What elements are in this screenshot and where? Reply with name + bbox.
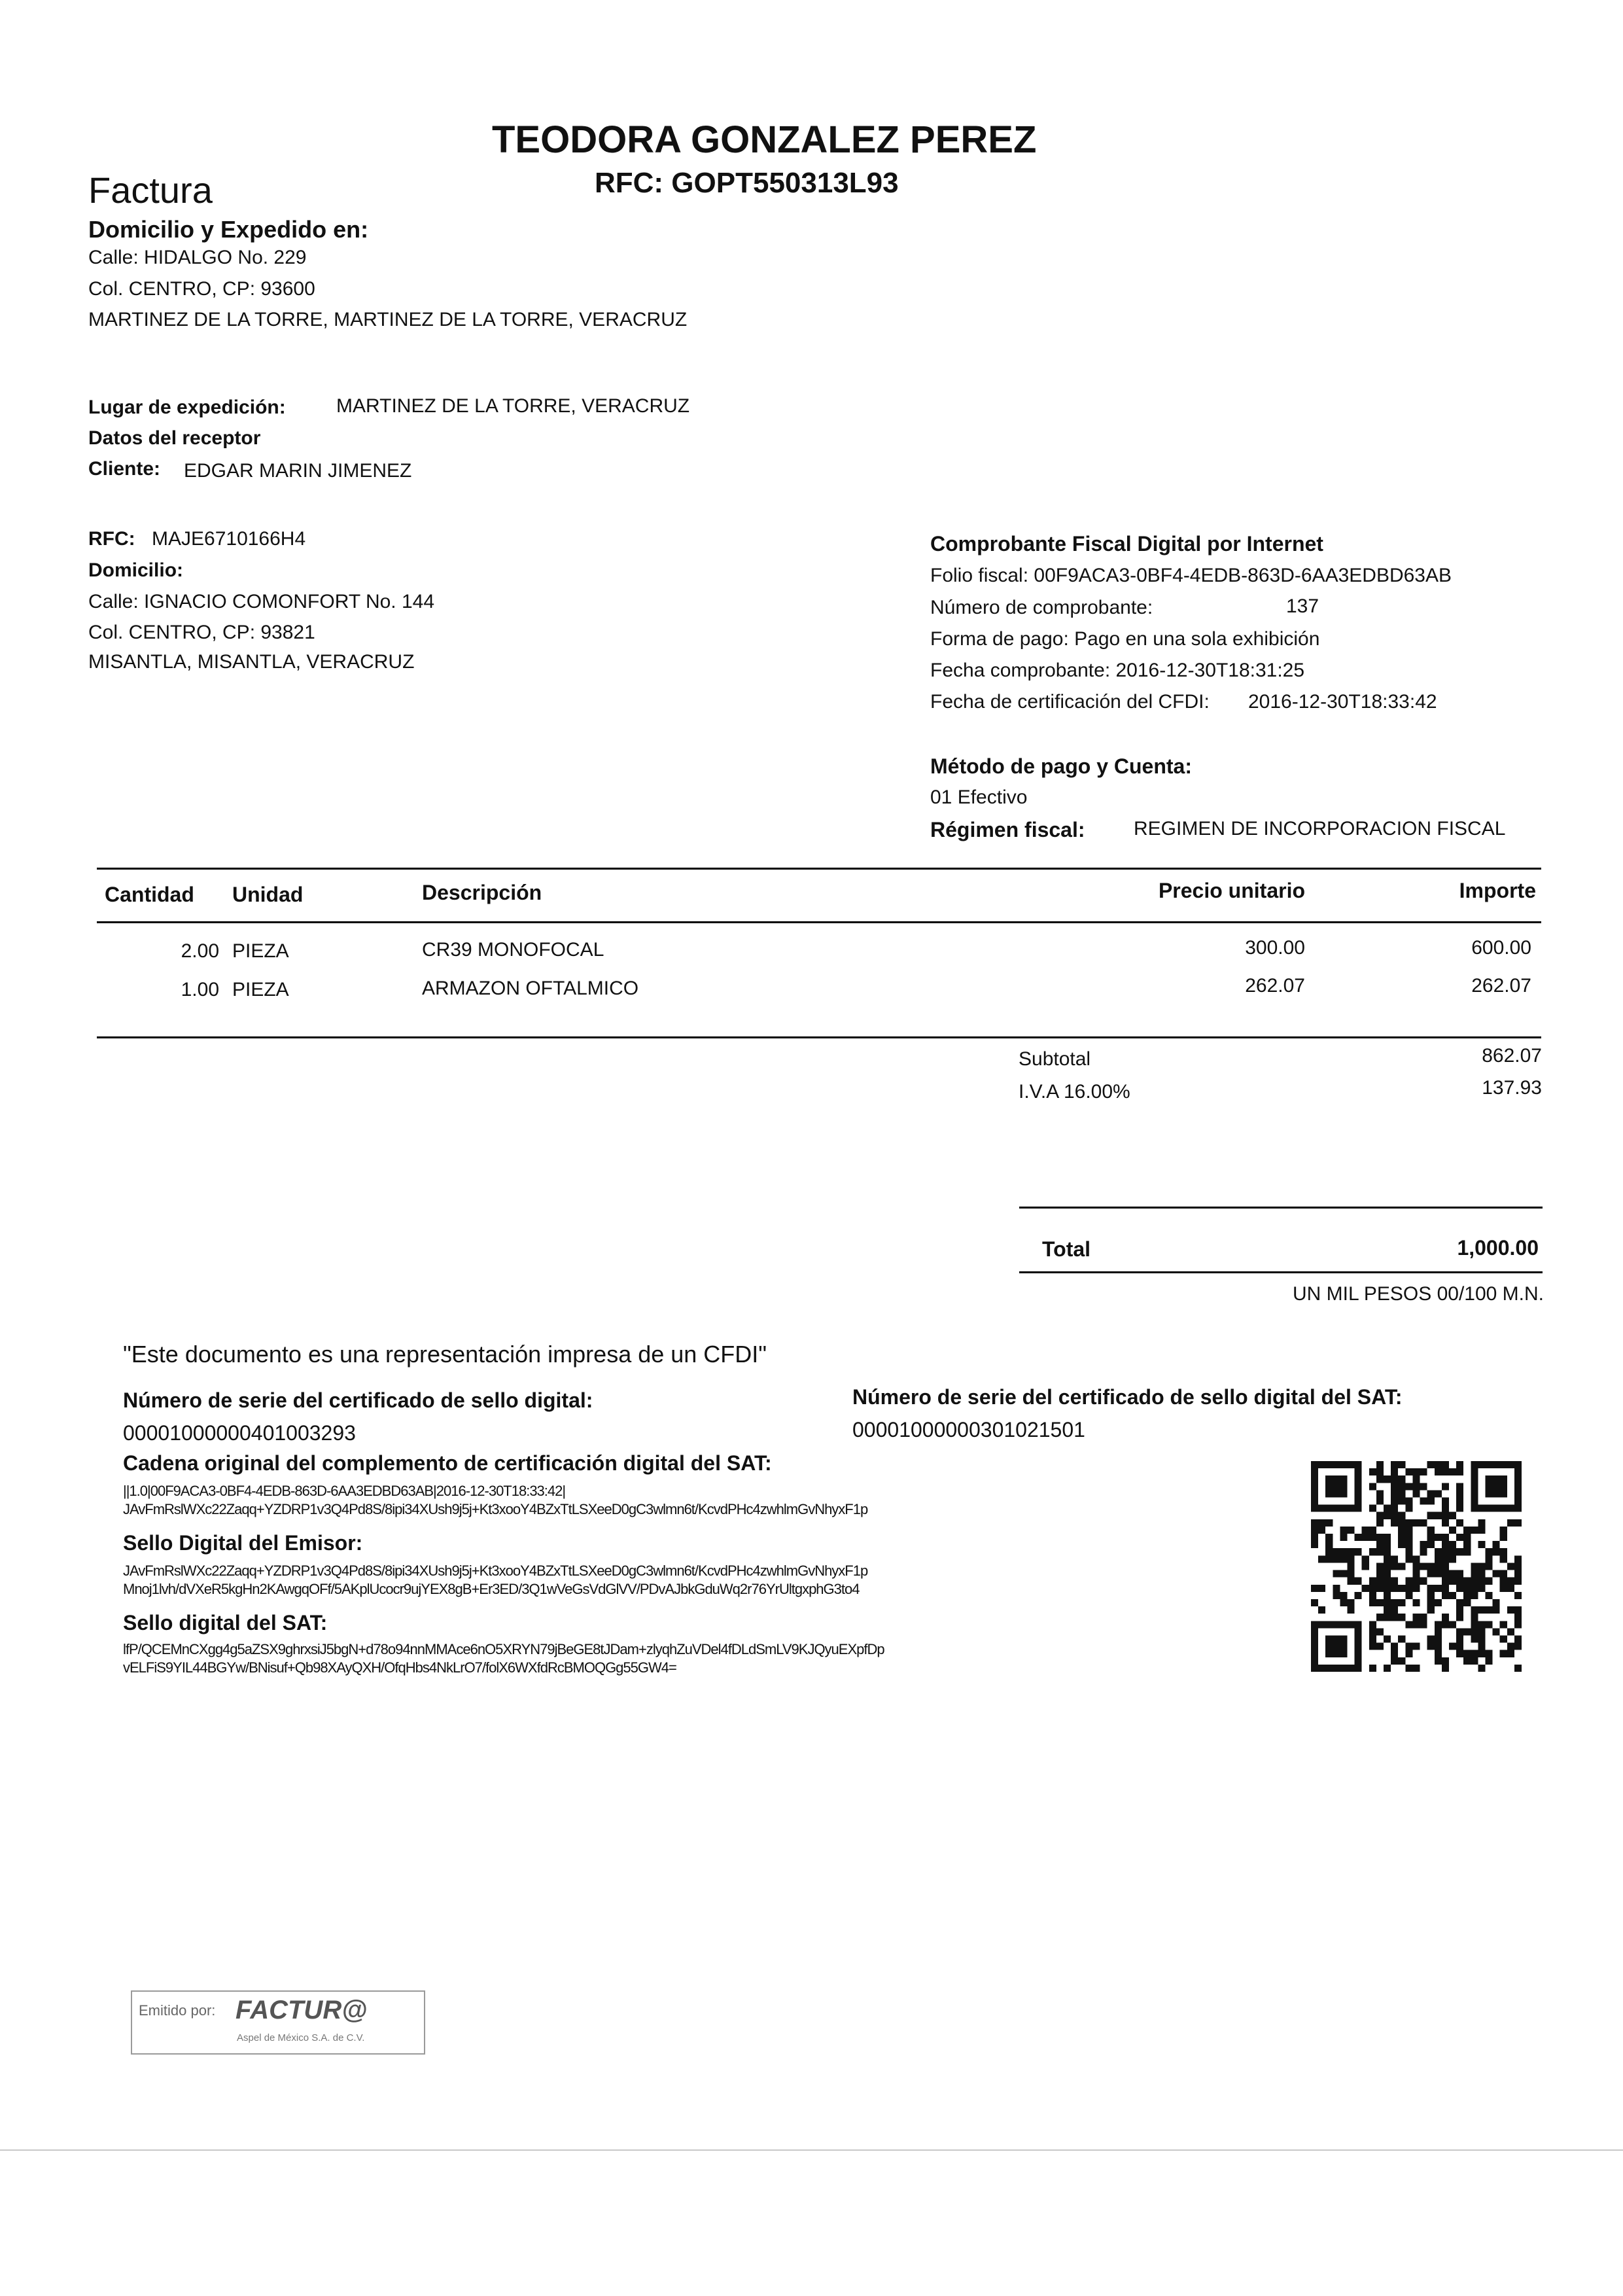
metodo-pago-value: 01 Efectivo xyxy=(930,786,1028,808)
row-cantidad: 2.00 xyxy=(181,940,219,962)
col-header-unidad: Unidad xyxy=(232,883,304,906)
sello-emisor-label: Sello Digital del Emisor: xyxy=(123,1531,363,1555)
emitido-por-label: Emitido por: xyxy=(139,2002,216,2019)
row-importe: 262.07 xyxy=(1471,975,1531,997)
sello-emisor-line: Mnoj1lvh/dVXeR5kgHn2KAwgqOFf/5AKplUcocr9ujYEX8gB+Er3ED/3Q1wVeGsVdGlVV/PDvAJbkGduWq2r76YrUltgxphG3to4 xyxy=(123,1581,860,1597)
row-precio: 300.00 xyxy=(1245,937,1305,959)
facture-brand-sub: Aspel de México S.A. de C.V. xyxy=(237,2032,365,2043)
issuer-colonia: Col. CENTRO, CP: 93600 xyxy=(88,278,315,300)
issuer-city: MARTINEZ DE LA TORRE, MARTINEZ DE LA TORRE, VERACRUZ xyxy=(88,309,688,330)
numero-comprobante-label: Número de comprobante: xyxy=(930,597,1153,618)
facture-brand: FACTUR@ xyxy=(236,1996,368,2024)
facture-logo xyxy=(131,1990,425,2055)
table-bottom-rule xyxy=(97,1036,1541,1038)
total-label: Total xyxy=(1042,1237,1091,1261)
sat-cert-serial-label: Número de serie del certificado de sello digital del SAT: xyxy=(852,1385,1403,1409)
total-value: 1,000.00 xyxy=(1457,1236,1539,1260)
row-importe: 600.00 xyxy=(1471,937,1531,959)
sat-cert-serial-value: 00001000000301021501 xyxy=(852,1418,1085,1441)
total-top-rule xyxy=(1019,1207,1543,1209)
qr-code-icon xyxy=(1311,1461,1522,1672)
cert-serial-label: Número de serie del certificado de sello digital: xyxy=(123,1388,593,1412)
issuer-domicilio-label: Domicilio y Expedido en: xyxy=(88,216,369,243)
fecha-certificacion-value: 2016-12-30T18:33:42 xyxy=(1248,691,1437,713)
cfdi-title: Comprobante Fiscal Digital por Internet xyxy=(930,532,1323,556)
col-header-precio: Precio unitario xyxy=(1158,879,1305,902)
issuer-street: Calle: HIDALGO No. 229 xyxy=(88,247,307,268)
receiver-city: MISANTLA, MISANTLA, VERACRUZ xyxy=(88,651,415,673)
issuer-rfc: RFC: GOPT550313L93 xyxy=(595,167,899,199)
sello-sat-line: vELFiS9YIL44BGYw/BNisuf+Qb98XAyQXH/OfqHbs4NkLrO7/folX6WXfdRcBMOQGg55GW4= xyxy=(123,1659,676,1676)
forma-pago: Forma de pago: Pago en una sola exhibición xyxy=(930,628,1320,650)
numero-comprobante-value: 137 xyxy=(1286,595,1319,617)
row-descripcion: CR39 MONOFOCAL xyxy=(422,939,604,961)
table-header-rule xyxy=(97,921,1541,923)
lugar-label: Lugar de expedición: xyxy=(88,397,286,418)
lugar-value: MARTINEZ DE LA TORRE, VERACRUZ xyxy=(336,395,690,417)
receiver-domicilio-label: Domicilio: xyxy=(88,559,184,581)
amount-in-words: UN MIL PESOS 00/100 M.N. xyxy=(1292,1283,1544,1305)
receiver-rfc-label: RFC: xyxy=(88,528,135,550)
regimen-fiscal-value: REGIMEN DE INCORPORACION FISCAL xyxy=(1134,818,1506,839)
row-descripcion: ARMAZON OFTALMICO xyxy=(422,978,639,999)
receptor-label: Datos del receptor xyxy=(88,427,261,449)
total-bottom-rule xyxy=(1019,1271,1543,1273)
cadena-original-line: ||1.0|00F9ACA3-0BF4-4EDB-863D-6AA3EDBD63AB|2016-12-30T18:33:42| xyxy=(123,1483,566,1499)
table-top-rule xyxy=(97,868,1541,870)
issuer-name: TEODORA GONZALEZ PEREZ xyxy=(492,118,1037,161)
col-header-descripcion: Descripción xyxy=(422,881,542,904)
subtotal-value: 862.07 xyxy=(1482,1045,1542,1067)
receiver-rfc-value: MAJE6710166H4 xyxy=(152,528,306,550)
subtotal-label: Subtotal xyxy=(1019,1048,1091,1070)
receiver-street: Calle: IGNACIO COMONFORT No. 144 xyxy=(88,591,435,612)
sello-sat-label: Sello digital del SAT: xyxy=(123,1611,328,1634)
cert-serial-value: 00001000000401003293 xyxy=(123,1421,356,1445)
iva-label: I.V.A 16.00% xyxy=(1019,1081,1130,1103)
iva-value: 137.93 xyxy=(1482,1077,1542,1099)
regimen-fiscal-label: Régimen fiscal: xyxy=(930,818,1085,841)
cfdi-note: "Este documento es una representación impresa de un CFDI" xyxy=(123,1341,767,1368)
sello-emisor-line: JAvFmRslWXc22Zaqq+YZDRP1v3Q4Pd8S/8ipi34XUsh9j5j+Kt3xooY4BZxTtLSXeeD0gC3wlmn6t/KcvdPHc4zwhlmGvNhyxF1p xyxy=(123,1563,868,1579)
fecha-certificacion-label: Fecha de certificación del CFDI: xyxy=(930,691,1210,713)
row-cantidad: 1.00 xyxy=(181,979,219,1000)
folio-fiscal: Folio fiscal: 00F9ACA3-0BF4-4EDB-863D-6AA3EDBD63AB xyxy=(930,565,1452,586)
col-header-importe: Importe xyxy=(1459,879,1536,902)
cliente-label: Cliente: xyxy=(88,458,161,480)
fecha-comprobante: Fecha comprobante: 2016-12-30T18:31:25 xyxy=(930,660,1305,681)
cadena-original-line: JAvFmRslWXc22Zaqq+YZDRP1v3Q4Pd8S/8ipi34XUsh9j5j+Kt3xooY4BZxTtLSXeeD0gC3wlmn6t/KcvdPHc4zwhlmGvNhyxF1p xyxy=(123,1501,868,1517)
cliente-value: EDGAR MARIN JIMENEZ xyxy=(184,460,412,482)
receiver-colonia: Col. CENTRO, CP: 93821 xyxy=(88,622,315,643)
metodo-pago-label: Método de pago y Cuenta: xyxy=(930,754,1192,778)
page-bottom-edge xyxy=(0,2149,1623,2151)
row-unidad: PIEZA xyxy=(232,940,289,962)
sello-sat-line: lfP/QCEMnCXgg4g5aZSX9ghrxsiJ5bgN+d78o94nnMMAce6nO5XRYN79jBeGE8tJDam+zlyqhZuVDel4fDLdSmLV9KJQyuEXpfDp xyxy=(123,1641,884,1657)
document-title: Factura xyxy=(88,169,213,211)
row-unidad: PIEZA xyxy=(232,979,289,1000)
col-header-cantidad: Cantidad xyxy=(105,883,194,906)
row-precio: 262.07 xyxy=(1245,975,1305,997)
cadena-original-label: Cadena original del complemento de certificación digital del SAT: xyxy=(123,1451,772,1475)
